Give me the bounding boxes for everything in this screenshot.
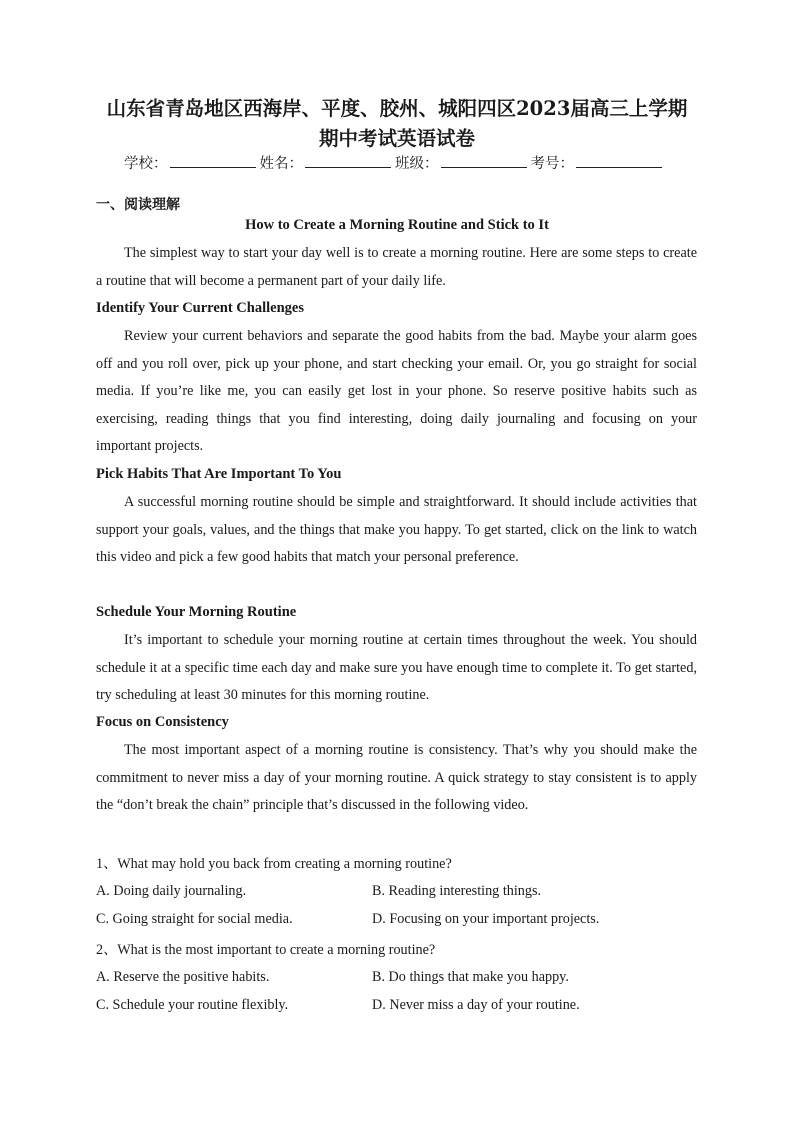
question-1-option-c[interactable]: C. Going straight for social media. [96, 911, 293, 927]
question-2-option-a[interactable]: A. Reserve the positive habits. [96, 969, 270, 985]
section-heading-2: Pick Habits That Are Important To You [96, 466, 342, 482]
section-label: 一、阅读理解 [96, 197, 180, 213]
school-blank[interactable] [170, 153, 256, 168]
section-text-1: Review your current behaviors and separate the good habits from the bad. Maybe your alarm goes off and you roll over, pick up your phone, and start checking your email. Or, you go straight for social media. If you’re like me, you can easily get lost in your phone. So reserve positive habits such as exercising, reading things that you find interesting, doing daily journaling and focusing on your important projects. [96, 328, 697, 455]
passage-intro: The simplest way to start your day well is to create a morning routine. Here are some steps to create a routine that will become a permanent part of your daily life. [96, 245, 697, 289]
question-1-stem: 1、What may hold you back from creating a morning routine? [96, 856, 452, 872]
section-text-4: The most important aspect of a morning routine is consistency. That’s why you should make the commitment to never miss a day of your morning routine. A quick strategy to stay consistent is to apply the “don’t break the chain” principle that’s discussed in the following video. [96, 742, 697, 814]
section-text-2: A successful morning routine should be simple and straightforward. It should include activities that support your goals, values, and the things that make you happy. To get started, click on the link to watch this video and pick a few good habits that match your personal preference. [96, 494, 697, 566]
question-2-option-c[interactable]: C. Schedule your routine flexibly. [96, 997, 289, 1013]
passage-title: How to Create a Morning Routine and Stick to It [245, 217, 549, 233]
section-heading-3: Schedule Your Morning Routine [96, 604, 297, 620]
question-1-option-d[interactable]: D. Focusing on your important projects. [372, 911, 600, 927]
section-heading-1: Identify Your Current Challenges [96, 300, 304, 316]
exam-number-label: 考号： [530, 156, 574, 172]
name-blank[interactable] [305, 153, 391, 168]
question-2-stem: 2、What is the most important to create a morning routine? [96, 942, 436, 958]
name-label: 姓名： [259, 156, 303, 172]
exam-title-line-2: 期中考试英语试卷 [318, 127, 475, 150]
question-2-option-b[interactable]: B. Do things that make you happy. [372, 969, 569, 985]
question-2-option-d[interactable]: D. Never miss a day of your routine. [372, 997, 580, 1013]
class-blank[interactable] [441, 153, 527, 168]
question-1-option-b[interactable]: B. Reading interesting things. [372, 883, 542, 899]
section-text-3: It’s important to schedule your morning routine at certain times throughout the week. You should schedule it at a specific time each day and make sure you have enough time to complete it. To get started, try scheduling at least 30 minutes for this morning routine. [96, 632, 697, 704]
exam-number-blank[interactable] [576, 153, 662, 168]
exam-title-line-1: 山东省青岛地区西海岸、平度、胶州、城阳四区2023届高三上学期 [106, 97, 688, 120]
class-label: 班级： [395, 156, 439, 172]
student-info-line [124, 153, 666, 174]
question-1-option-a[interactable]: A. Doing daily journaling. [96, 883, 247, 899]
section-heading-4: Focus on Consistency [96, 714, 229, 730]
school-label: 学校： [124, 156, 168, 172]
